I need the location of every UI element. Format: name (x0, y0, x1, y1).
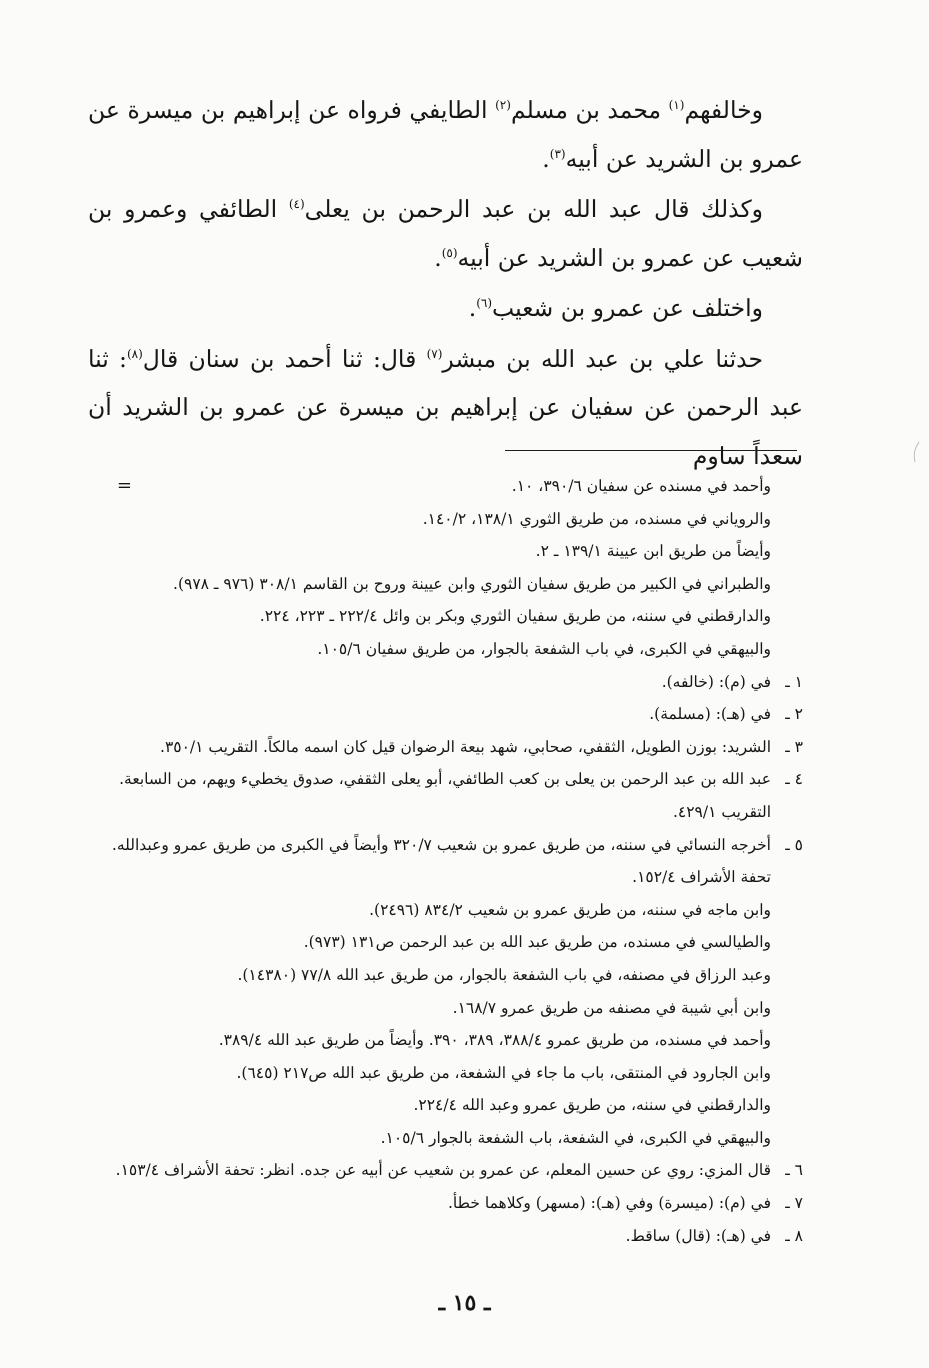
footnote-continued-line: وأيضاً من طريق ابن عيينة ١٣٩/١ ـ ٢. (535, 542, 771, 561)
footnote-ref[interactable]: (٦) (476, 296, 493, 311)
footnote-number: ٧ ـ (785, 1194, 803, 1213)
paragraph-4: حدثنا علي بن عبد الله بن مبشر$^{(٧)}$ قال: ثنا أحمد بن سنان قال$^{(٨)}$: ثنا عبد الرحمن عن سفيان عن إبراهيم بن ميسرة عن عمرو بن الشريد أن سعداً ساوم (88, 344, 803, 470)
footnote-6 (88, 1154, 803, 1187)
footnote-ref[interactable]: (٤) (288, 197, 305, 212)
footnote-5-extra-line: وأحمد في مسنده، من طريق عمرو ٣٨٨/٤، ٣٨٩، ٣٩٠. وأيضاً من طريق عبد الله ٣٨٩/٤. (218, 1031, 771, 1050)
footnote-number: ٣ ـ (785, 737, 803, 756)
footnote-5-extra-line: وابن ماجه في سننه، من طريق عمرو بن شعيب ٨٣٤/٢ (٢٤٩٦). (369, 900, 771, 919)
footnote-separator (505, 450, 797, 451)
main-text (88, 86, 803, 480)
continuation-mark: = (116, 475, 132, 496)
footnote-ref[interactable]: (٣) (549, 146, 566, 161)
footnote-7 (88, 1187, 803, 1220)
page-number: ـ ١٥ ـ (438, 1290, 491, 1316)
footnote-5-extra-line: والبيهقي في الكبرى، في الشفعة، باب الشفعة بالجوار ١٠٥/٦. (380, 1128, 771, 1147)
footnote-number: ٦ ـ (785, 1161, 803, 1180)
footnote-text: في (هـ): (مسلمة). (649, 705, 771, 724)
paragraph-2: وكذلك قال عبد الله بن عبد الرحمن بن يعلى$^{(٤)}$ الطائفي وعمرو بن شعيب عن عمرو بن الشريد عن أبيه$^{(٥)}$. (88, 195, 803, 272)
footnotes (88, 470, 803, 1252)
footnote-3 (88, 731, 803, 764)
footnote-text: أخرجه النسائي في سننه، من طريق عمرو بن شعيب ٣٢٠/٧ وأيضاً في الكبرى من طريق عمرو وعبدالله. تحفة الأشراف ١٥٢/٤. (111, 835, 771, 887)
footnote-text: في (م): (خالفه). (661, 672, 771, 691)
footnote-ref[interactable]: (٧) (426, 346, 443, 361)
footnote-1 (88, 666, 803, 699)
footnote-8 (88, 1220, 803, 1253)
footnote-continued-line: وأحمد في مسنده عن سفيان ٣٩٠/٦، ١٠. (511, 477, 771, 495)
footnote-ref[interactable]: (٥) (441, 245, 458, 260)
footnote-5-extra-line: والطيالسي في مسنده، من طريق عبد الله بن عبد الرحمن ص١٣١ (٩٧٣). (303, 933, 771, 952)
footnote-number: ٤ ـ (785, 770, 803, 789)
footnote-5-extra-line: وعبد الرزاق في مصنفه، في باب الشفعة بالجوار، من طريق عبد الله ٧٧/٨ (١٤٣٨٠). (237, 965, 771, 984)
footnote-ref[interactable]: (٢) (495, 98, 511, 113)
footnote-number: ١ ـ (785, 672, 803, 691)
footnote-ref[interactable]: (٨) (126, 346, 143, 361)
footnote-2 (88, 698, 803, 731)
page-body (88, 86, 803, 480)
footnote-5 (88, 829, 803, 894)
footnote-text: في (هـ): (قال) ساقط. (625, 1226, 771, 1245)
paragraph-3: واختلف عن عمرو بن شعيب$^{(٦)}$. (468, 294, 763, 322)
footnote-continued-line: والطبراني في الكبير من طريق سفيان الثوري وابن عيينة وروح بن القاسم ٣٠٨/١ (٩٧٦ ـ ٩٧٨). (173, 574, 771, 593)
footnote-text: في (م): (ميسرة) وفي (هـ): (مسهر) وكلاهما خطأ. (448, 1194, 771, 1213)
paragraph-1: وخالفهم$^{(١)}$ محمد بن مسلم$^{(٢)}$ الطايفي فرواه عن إبراهيم بن ميسرة عن عمرو بن الشريد عن أبيه$^{(٣)}$. (88, 96, 803, 173)
footnote-number: ٥ ـ (785, 835, 803, 854)
footnote-continued-line: والروياني في مسنده، من طريق الثوري ١٣٨/١، ١٤٠/٢. (422, 509, 771, 528)
footnote-text: قال المزي: روي عن حسين المعلم، عن عمرو بن شعيب عن أبيه عن جده. انظر: تحفة الأشراف ١٥٣/٤. (115, 1161, 771, 1180)
footnote-continued-line: والدارقطني في سننه، من طريق سفيان الثوري وبكر بن وائل ٢٢٢/٤ ـ ٢٢٣، ٢٢٤. (259, 607, 771, 626)
footnote-text-continued: التقريب ٤٢٩/١. (672, 802, 771, 821)
footnote-text: الشريد: بوزن الطويل، الثقفي، صحابي، شهد بيعة الرضوان قيل كان اسمه مالكاً. التقريب ٣٥٠/١. (160, 737, 771, 756)
footnote-number: ٢ ـ (785, 705, 803, 724)
margin-tick-icon (909, 440, 923, 464)
footnote-continued-line: والبيهقي في الكبرى، في باب الشفعة بالجوار، من طريق سفيان ١٠٥/٦. (317, 639, 771, 658)
footnote-5-extra-line: والدارقطني في سننه، من طريق عمرو وعبد الله ٢٢٤/٤. (413, 1096, 771, 1115)
footnote-number: ٨ ـ (785, 1226, 803, 1245)
footnote-5-extra-line: وابن الجارود في المنتقى، باب ما جاء في الشفعة، من طريق عبد الله ص٢١٧ (٦٤٥). (236, 1063, 771, 1082)
footnote-5-extra-line: وابن أبي شيبة في مصنفه من طريق عمرو ١٦٨/٧. (452, 998, 771, 1017)
footnote-text: عبد الله بن عبد الرحمن بن يعلى بن كعب الطائفي، أبو يعلى الثقفي، صدوق يخطيء ويهم، من السابعة. (119, 770, 771, 789)
footnote-4 (88, 763, 803, 796)
footnote-ref[interactable]: (١) (668, 98, 685, 113)
